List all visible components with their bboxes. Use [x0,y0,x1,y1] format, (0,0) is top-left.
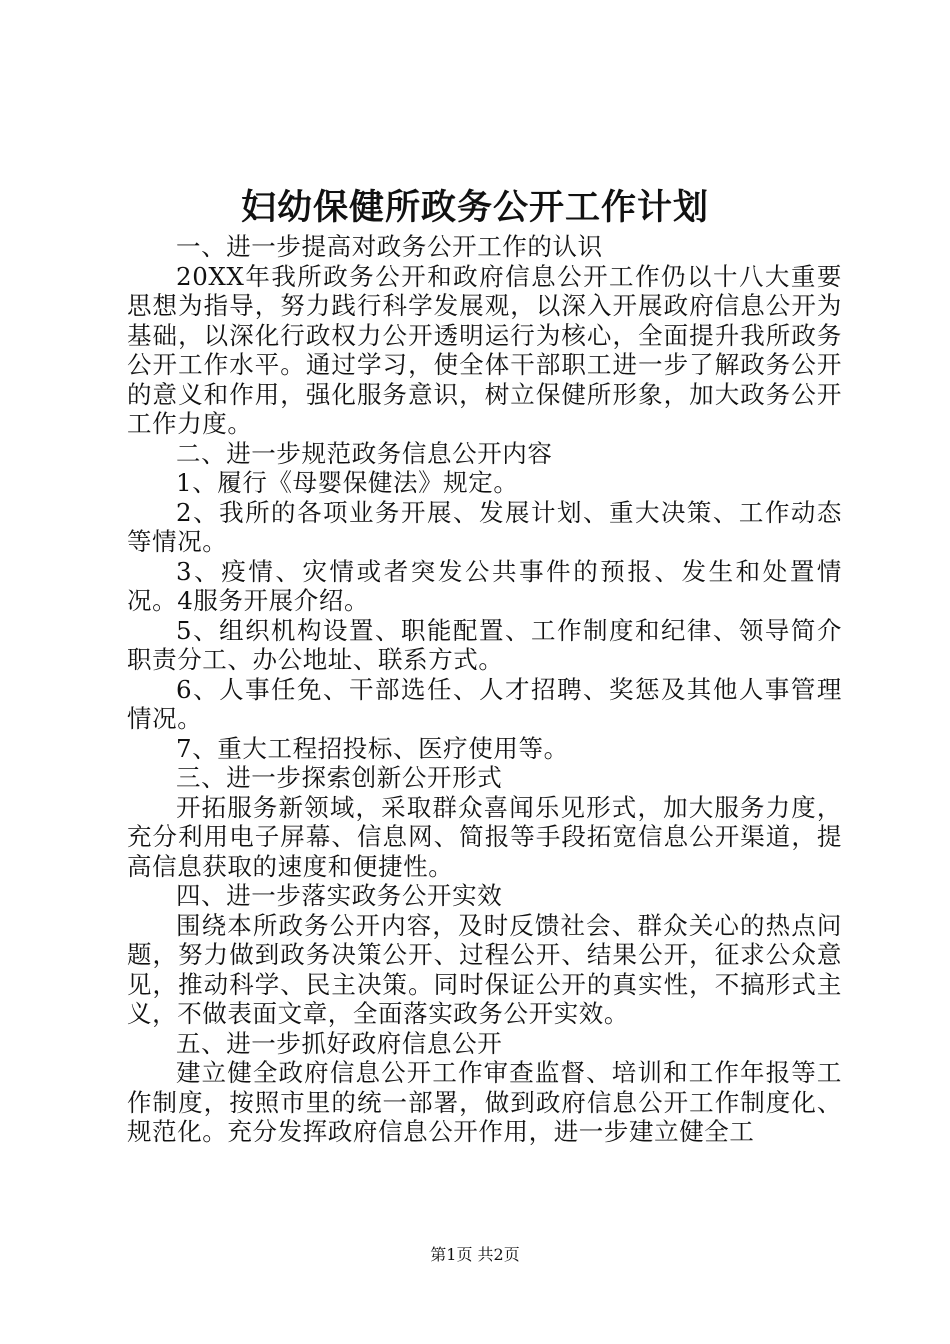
paragraph: 建立健全政府信息公开工作审查监督、培训和工作年报等工作制度，按照市里的统一部署，做到政府信息公开工作制度化、规范化。充分发挥政府信息公开作用，进一步建立健全工 [127,1058,842,1146]
section-heading-3: 三、进一步探索创新公开形式 [176,763,503,792]
list-item: 2、我所的各项业务开展、发展计划、重大决策、工作动态等情况。 [127,497,842,556]
section-heading-5: 五、进一步抓好政府信息公开 [176,1028,503,1058]
document-body [127,232,842,1147]
list-item: 5、组织机构设置、职能配置、工作制度和纪律、领导简介职责分工、办公地址、联系方式。 [127,615,842,674]
paragraph: 开拓服务新领域，采取群众喜闻乐见形式，加大服务力度，充分利用电子屏幕、信息网、简报等手段拓宽信息公开渠道，提高信息获取的速度和便捷性。 [127,792,842,881]
list-item: 1、履行《母婴保健法》规定。 [176,468,519,497]
paragraph: 围绕本所政务公开内容，及时反馈社会、群众关心的热点问题，努力做到政务决策公开、过程公开、结果公开，征求公众意见，推动科学、民主决策。同时保证公开的真实性，不搞形式主义，不做表面文章，全面落实政务公开实效。 [127,910,842,1028]
list-item: 3、疫情、灾情或者突发公共事件的预报、发生和处置情况。4服务开展介绍。 [127,556,842,615]
list-item: 7、重大工程招投标、医疗使用等。 [176,733,569,763]
section-heading-2: 二、进一步规范政务信息公开内容 [176,438,553,468]
document-title: 妇幼保健所政务公开工作计划 [240,187,709,228]
section-heading-1: 一、进一步提高对政务公开工作的认识 [176,232,603,261]
section-heading-4: 四、进一步落实政务公开实效 [176,881,503,910]
list-item: 6、人事任免、干部选任、人才招聘、奖惩及其他人事管理情况。 [127,674,842,733]
paragraph: 20XX年我所政务公开和政府信息公开工作仍以十八大重要思想为指导，努力践行科学发展观，以深入开展政府信息公开为基础，以深化行政权力公开透明运行为核心，全面提升我所政务公开工作水平。通过学习，使全体干部职工进一步了解政务公开的意义和作用，强化服务意识，树立保健所形象，加大政务公开工作力度。 [127,261,842,438]
page-indicator: 第1页 共2页 [430,1245,520,1264]
